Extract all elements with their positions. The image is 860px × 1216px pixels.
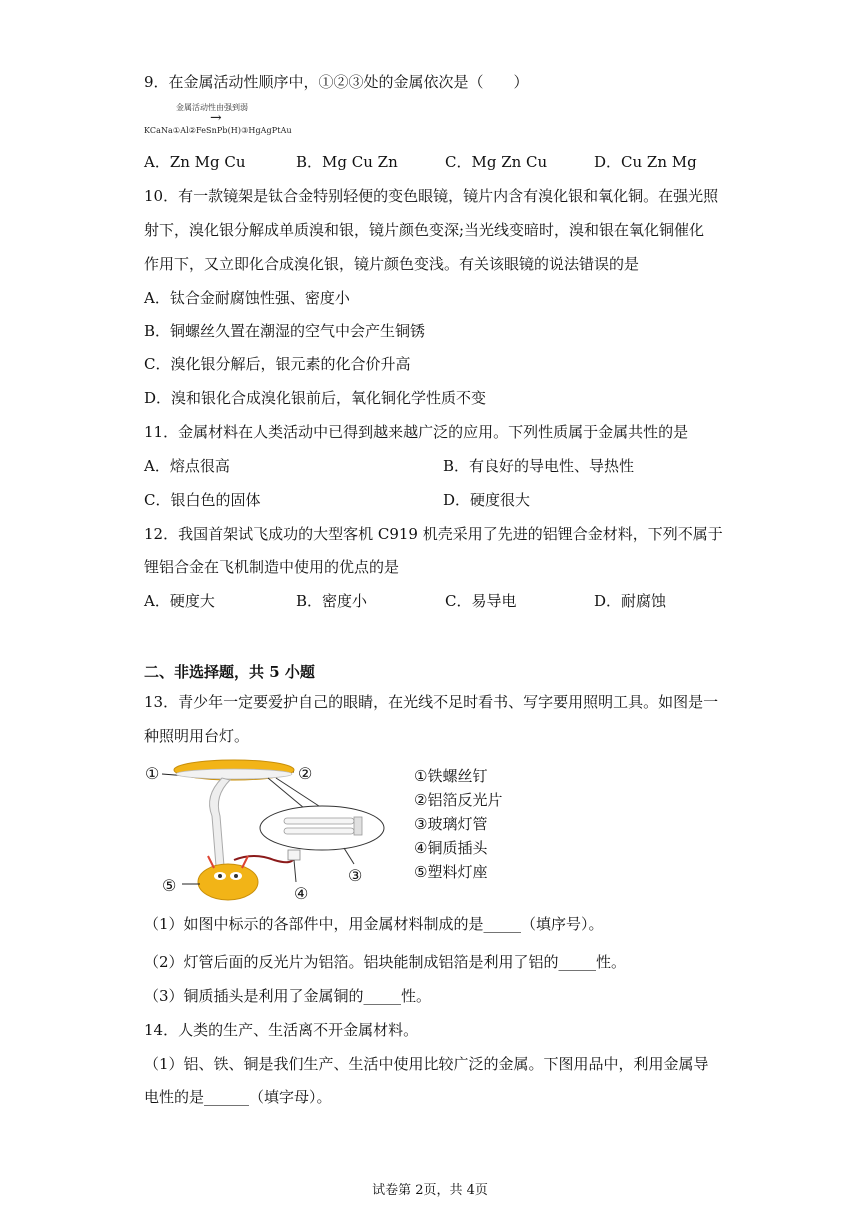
q10-option-c: C．溴化银分解后，银元素的化合价升高 [144,355,411,373]
q12-option-c: C．易导电 [445,592,517,610]
q11-option-d: D．硬度很大 [443,491,531,509]
legend-item-1: ①铁螺丝钉 [414,767,488,785]
page-footer: 试卷第 2页，共 4页 [372,1183,488,1198]
section-heading: 二、非选择题，共 5 小题 [144,663,315,681]
q10-stem-line: 10．有一款镜架是钛合金特别轻便的变色眼镜，镜片内含有溴化银和氧化铜。在强光照 [144,187,719,205]
q10-option-a: A．钛合金耐腐蚀性强、密度小 [144,289,350,307]
legend-item-4: ④铜质插头 [414,839,488,857]
q9-option-b: B．Mg Cu Zn [296,153,398,171]
q12-option-d: D．耐腐蚀 [594,592,667,610]
arrow-right-icon: → [210,110,222,126]
legend-item-5: ⑤塑料灯座 [414,863,488,881]
legend-item-3: ③玻璃灯管 [414,815,488,833]
figure-label-1: ① [145,764,160,783]
q13-stem-line: 13．青少年一定要爱护自己的眼睛，在光线不足时看书、写字要用照明工具。如图是一 [144,693,719,711]
figure-label-4: ④ [294,884,309,903]
q14-stem: 14．人类的生产、生活离不开金属材料。 [144,1021,419,1039]
q14-line: 电性的是______（填字母）。 [144,1088,332,1106]
figure-label-3: ③ [348,866,363,885]
q9-option-d: D．Cu Zn Mg [594,153,697,171]
q12-stem-line: 锂铝合金在飞机制造中使用的优点的是 [144,558,400,576]
lamp-base [198,864,258,900]
q9-stem: 9．在金属活动性顺序中，①②③处的金属依次是（ ） [144,73,529,91]
q11-option-c: C．银白色的固体 [144,491,261,509]
q9-option-a: A．Zn Mg Cu [144,153,246,171]
q12-stem-line: 12．我国首架试飞成功的大型客机 C919 机壳采用了先进的铝锂合金材料，下列不属于 [144,525,723,543]
q13-stem-line: 种照明用台灯。 [144,727,250,745]
q14-line: （1）铝、铁、铜是我们生产、生活中使用比较广泛的金属。下图用品中，利用金属导 [144,1055,709,1073]
q10-option-b: B．铜螺丝久置在潮湿的空气中会产生铜锈 [144,322,426,340]
q9-option-c: C．Mg Zn Cu [445,153,548,171]
q10-stem-line: 射下，溴化银分解成单质溴和银，镜片颜色变深;当光线变暗时，溴和银在氧化铜催化 [144,221,705,239]
q10-stem-line: 作用下，又立即化合成溴化银，镜片颜色变浅。有关该眼镜的说法错误的是 [144,255,640,273]
activity-series-label: 金属活动性由强到弱 [176,103,248,112]
copper-plug [288,850,300,860]
power-cord [234,856,294,862]
q13-subquestion-3: （3）铜质插头是利用了金属铜的_____性。 [144,987,432,1005]
legend-item-2: ②铝箔反光片 [414,791,503,809]
figure-label-5: ⑤ [162,876,177,895]
q12-option-b: B．密度小 [296,592,368,610]
q10-option-d: D．溴和银化合成溴化银前后，氧化铜化学性质不变 [144,389,487,407]
q11-stem: 11．金属材料在人类活动中已得到越来越广泛的应用。下列性质属于金属共性的是 [144,423,689,441]
activity-series: KCaNa①Al②FeSnPb(H)③HgAgPtAu [144,126,292,135]
figure-label-2: ② [298,764,313,783]
q13-subquestion-2: （2）灯管后面的反光片为铝箔。铝块能制成铝箔是利用了铝的_____性。 [144,953,627,971]
glass-tube [284,818,354,824]
q12-option-a: A．硬度大 [144,592,215,610]
q11-option-a: A．熔点很高 [144,457,230,475]
q13-subquestion-1: （1）如图中标示的各部件中，用金属材料制成的是_____（填序号）。 [144,915,604,933]
q11-option-b: B．有良好的导电性、导热性 [443,457,635,475]
lamp-neck [210,778,230,866]
